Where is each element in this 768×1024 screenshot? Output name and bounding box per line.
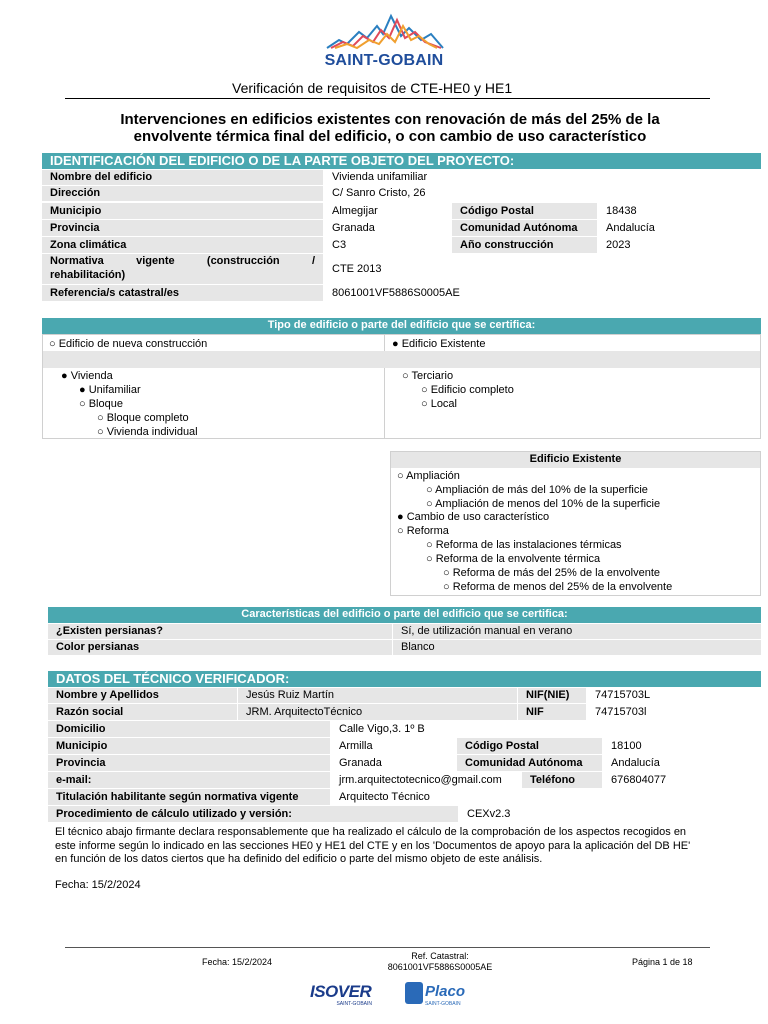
main-title-line-2: envolvente térmica final del edificio, o con cambio de uso característico bbox=[133, 128, 647, 145]
id-normativa-label bbox=[42, 254, 323, 284]
ex-ref-mas25: ○ Reforma de más del 25% de la envolvente bbox=[443, 567, 660, 579]
id-municipio-label: Municipio bbox=[42, 203, 323, 219]
tec-nif-value: 74715703l bbox=[587, 704, 761, 720]
title-divider bbox=[65, 98, 710, 99]
isover-logo bbox=[310, 983, 372, 1009]
placo-logo bbox=[425, 983, 475, 1009]
ex-cambio-uso: ● Cambio de uso característico bbox=[397, 511, 550, 523]
tipo-gray-band bbox=[43, 351, 760, 368]
id-nombre-label: Nombre del edificio bbox=[42, 170, 323, 185]
tec-domicilio-value: Calle Vigo,3. 1º B bbox=[331, 721, 761, 737]
placo-logo-sub: SAINT-GOBAIN bbox=[425, 1001, 461, 1007]
identificacion-header: IDENTIFICACIÓN DEL EDIFICIO O DE LA PARTE OBJETO DEL PROYECTO: bbox=[42, 153, 761, 169]
id-anio-label: Año construcción bbox=[452, 237, 597, 253]
car-persianas-label: ¿Existen persianas? bbox=[48, 624, 392, 639]
declaracion-line-2: este informe según lo indicado en las secciones HE0 y HE1 del CTE y en los 'Documentos de apoyo para la aplicación del DB HE' bbox=[55, 840, 691, 852]
tec-email-value[interactable]: jrm.arquitectotecnico@gmail.com bbox=[331, 772, 521, 788]
id-provincia-label: Provincia bbox=[42, 220, 323, 236]
normativa-word-3: (construcción bbox=[206, 255, 280, 267]
ex-reforma: ○ Reforma bbox=[397, 525, 449, 537]
tec-nombre-value: Jesús Ruiz Martín bbox=[238, 688, 517, 703]
tec-nif-label: NIF bbox=[518, 704, 586, 720]
existente-header: Edificio Existente bbox=[390, 451, 761, 468]
tec-titulacion-value: Arquitecto Técnico bbox=[331, 789, 761, 805]
tec-nifnie-label: NIF(NIE) bbox=[518, 688, 586, 703]
tipo-unifamiliar: ● Unifamiliar bbox=[79, 384, 141, 396]
tec-telefono-label: Teléfono bbox=[522, 772, 602, 788]
main-title-line-1: Intervenciones en edificios existentes con renovación de más del 25% de la bbox=[120, 111, 660, 128]
footer-ref-value: 8061001VF5886S0005AE bbox=[387, 962, 493, 972]
tipo-edificio-completo: ○ Edificio completo bbox=[421, 384, 514, 396]
id-referencia-label: Referencia/s catastral/es bbox=[42, 285, 323, 301]
tec-domicilio-label: Domicilio bbox=[48, 721, 330, 737]
id-zona-value: C3 bbox=[324, 237, 451, 253]
tec-ca-label: Comunidad Autónoma bbox=[457, 755, 602, 771]
id-referencia-value: 8061001VF5886S0005AE bbox=[324, 285, 761, 301]
tec-procedimiento-value: CEXv2.3 bbox=[459, 806, 761, 822]
tec-nifnie-value: 74715703L bbox=[587, 688, 761, 703]
declaracion-fecha: Fecha: 15/2/2024 bbox=[55, 879, 141, 891]
tipo-vivienda: ● Vivienda bbox=[61, 370, 113, 382]
tec-razon-label: Razón social bbox=[48, 704, 237, 720]
id-provincia-value: Granada bbox=[324, 220, 451, 236]
tec-ca-value: Andalucía bbox=[603, 755, 761, 771]
normativa-word-1: Normativa bbox=[50, 255, 104, 267]
tec-titulacion-label: Titulación habilitante según normativa vigente bbox=[48, 789, 330, 805]
tec-email-label: e-mail: bbox=[48, 772, 330, 788]
placo-logo-icon bbox=[405, 982, 423, 1004]
saint-gobain-logo-icon bbox=[325, 10, 445, 52]
normativa-word-2: vigente bbox=[136, 255, 175, 267]
footer-ref-label: Ref. Catastral: bbox=[411, 951, 469, 961]
declaracion-line-3: en función de los datos ciertos que ha definido del edificio o parte del mismo objeto de este análisis. bbox=[55, 853, 543, 865]
normativa-word-5: rehabilitación) bbox=[50, 269, 126, 281]
brand-name: SAINT-GOBAIN bbox=[324, 52, 444, 69]
ex-amp-menos: ○ Ampliación de menos del 10% de la superficie bbox=[426, 498, 661, 510]
footer-divider bbox=[65, 947, 710, 948]
id-ca-value: Andalucía bbox=[598, 220, 761, 236]
tipo-bloque: ○ Bloque bbox=[79, 398, 123, 410]
tipo-nueva: ○ Edificio de nueva construcción bbox=[49, 338, 208, 350]
id-normativa-value: CTE 2013 bbox=[324, 254, 761, 284]
tipo-existente: ● Edificio Existente bbox=[392, 338, 486, 350]
tec-provincia-label: Provincia bbox=[48, 755, 330, 771]
tec-cp-label: Código Postal bbox=[457, 738, 602, 754]
car-color-value: Blanco bbox=[393, 640, 761, 655]
tec-razon-value: JRM. ArquitectoTécnico bbox=[238, 704, 517, 720]
tipo-terciario: ○ Terciario bbox=[402, 370, 454, 382]
id-direccion-label: Dirección bbox=[42, 186, 323, 201]
id-cp-value: 18438 bbox=[598, 203, 761, 219]
ex-ampliacion: ○ Ampliación bbox=[397, 470, 460, 482]
placo-logo-text: Placo bbox=[425, 983, 466, 1000]
car-color-label: Color persianas bbox=[48, 640, 392, 655]
tec-municipio-value: Armilla bbox=[331, 738, 456, 754]
ex-ref-instal: ○ Reforma de las instalaciones térmicas bbox=[426, 539, 622, 551]
id-anio-value: 2023 bbox=[598, 237, 761, 253]
footer-pagina: Página 1 de 18 bbox=[632, 957, 693, 967]
tecnico-header: DATOS DEL TÉCNICO VERIFICADOR: bbox=[48, 671, 761, 687]
tipo-local: ○ Local bbox=[421, 398, 457, 410]
tec-procedimiento-label: Procedimiento de cálculo utilizado y versión: bbox=[48, 806, 458, 822]
id-cp-label: Código Postal bbox=[452, 203, 597, 219]
isover-logo-text: ISOVER bbox=[310, 982, 372, 1001]
caracteristicas-header: Características del edificio o parte del edificio que se certifica: bbox=[48, 607, 761, 623]
tipo-vivienda-individual: ○ Vivienda individual bbox=[97, 426, 198, 438]
isover-logo-sub: SAINT-GOBAIN bbox=[336, 1001, 372, 1007]
tec-nombre-label: Nombre y Apellidos bbox=[48, 688, 237, 703]
car-persianas-value: Sí, de utilización manual en verano bbox=[393, 624, 761, 639]
tipo-header: Tipo de edificio o parte del edificio que se certifica: bbox=[42, 318, 761, 334]
id-zona-label: Zona climática bbox=[42, 237, 323, 253]
tec-provincia-value: Granada bbox=[331, 755, 456, 771]
doc-title: Verificación de requisitos de CTE-HE0 y HE1 bbox=[232, 80, 513, 96]
id-nombre-value: Vivienda unifamiliar bbox=[324, 170, 761, 185]
tipo-divider bbox=[384, 334, 385, 439]
normativa-word-4: / bbox=[311, 255, 315, 267]
ex-amp-mas: ○ Ampliación de más del 10% de la superficie bbox=[426, 484, 648, 496]
tec-cp-value: 18100 bbox=[603, 738, 761, 754]
ex-ref-menos25: ○ Reforma de menos del 25% de la envolvente bbox=[443, 581, 673, 593]
id-municipio-value: Almegijar bbox=[324, 203, 451, 219]
tec-municipio-label: Municipio bbox=[48, 738, 330, 754]
id-ca-label: Comunidad Autónoma bbox=[452, 220, 597, 236]
declaracion-line-1: El técnico abajo firmante declara responsablemente que ha realizado el cálculo de la comprobación de los aspectos recogidos en bbox=[55, 826, 687, 838]
id-direccion-value: C/ Sanro Cristo, 26 bbox=[324, 186, 761, 201]
ex-ref-envolvente: ○ Reforma de la envolvente térmica bbox=[426, 553, 601, 565]
footer-fecha: Fecha: 15/2/2024 bbox=[202, 957, 273, 967]
tec-telefono-value: 676804077 bbox=[603, 772, 761, 788]
tipo-bloque-completo: ○ Bloque completo bbox=[97, 412, 189, 424]
